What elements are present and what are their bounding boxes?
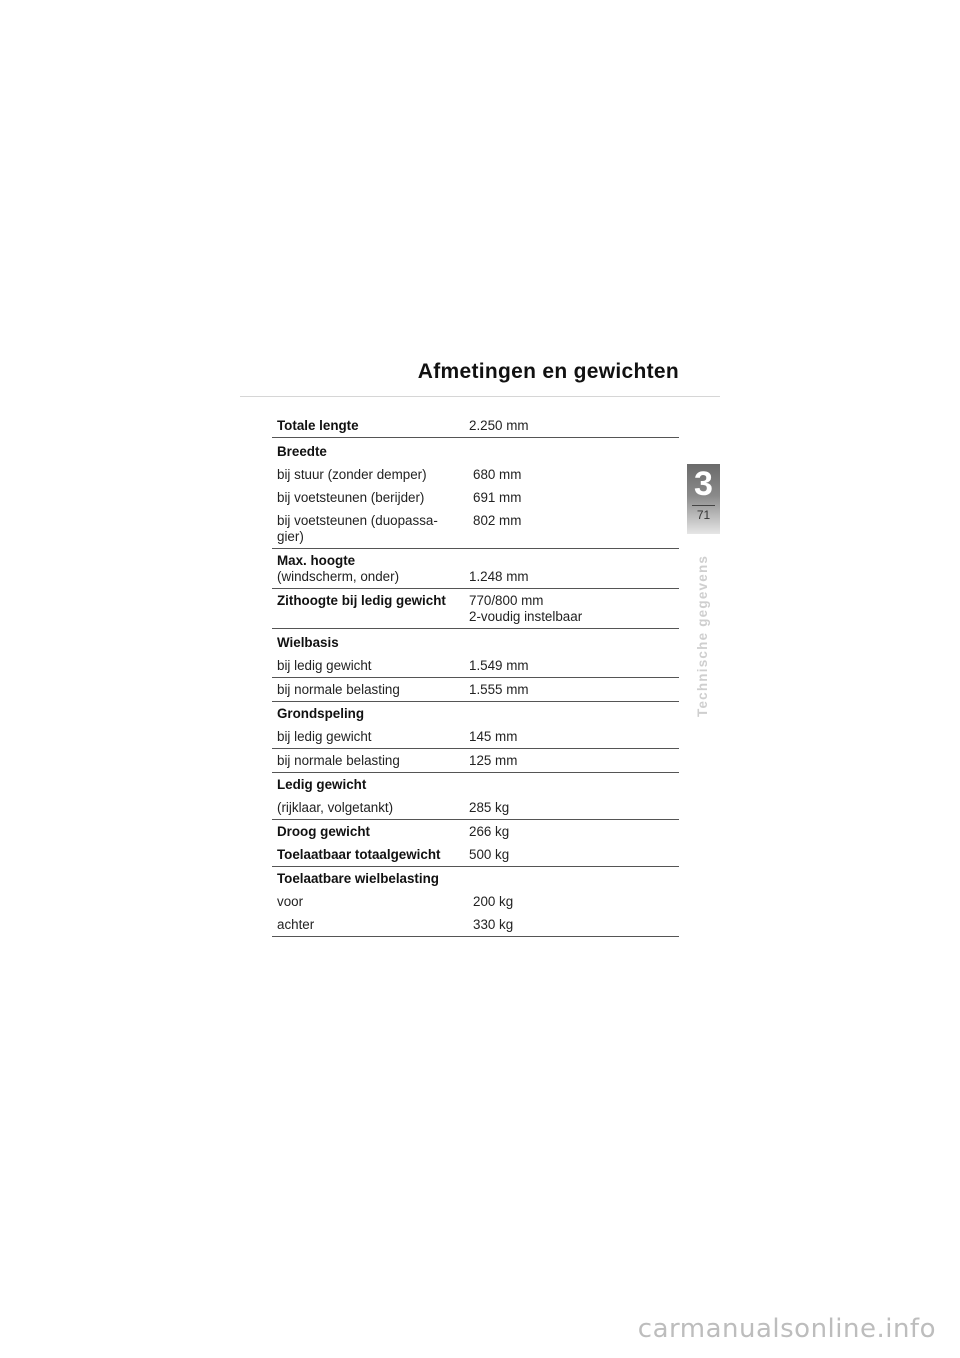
- row-value: [469, 593, 582, 625]
- row-heading: Wielbasis: [277, 635, 339, 650]
- table-row: [272, 629, 679, 654]
- row-heading: Ledig gewicht: [277, 777, 367, 792]
- row-value: 1.549 mm: [469, 658, 529, 673]
- row-label: bij voetsteunen (berijder): [277, 490, 425, 505]
- chapter-tab: [687, 464, 720, 534]
- table-row: [272, 414, 679, 438]
- row-value-line: 2-voudig instelbaar: [469, 609, 583, 624]
- row-label: bij ledig gewicht: [277, 729, 372, 744]
- row-value: 500 kg: [469, 847, 510, 862]
- row-label: voor: [277, 894, 304, 909]
- row-value: 802 mm: [473, 513, 522, 528]
- chapter-number: 3: [694, 465, 713, 503]
- table-row: [272, 725, 679, 749]
- row-value: 285 kg: [469, 800, 510, 815]
- table-row: [272, 867, 679, 890]
- row-value: 125 mm: [469, 753, 518, 768]
- row-heading: Grondspeling: [277, 706, 365, 721]
- table-row: [272, 702, 679, 725]
- row-label: bij ledig gewicht: [277, 658, 372, 673]
- row-label: achter: [277, 917, 315, 932]
- table-row: [272, 913, 679, 937]
- table-row: [272, 773, 679, 796]
- row-label: [277, 513, 469, 545]
- row-label-line: bij voetsteunen (duopassa-: [277, 513, 438, 528]
- row-value: 2.250 mm: [469, 418, 529, 433]
- page-number: 71: [696, 508, 711, 522]
- row-value: 266 kg: [469, 824, 510, 839]
- table-row: [272, 438, 679, 463]
- row-heading: Max. hoogte: [277, 553, 356, 568]
- table-row: [272, 820, 679, 843]
- row-label: bij normale belasting: [277, 753, 400, 768]
- table-row: [272, 589, 679, 629]
- row-value: 691 mm: [473, 490, 522, 505]
- page-title: Afmetingen en gewichten: [417, 360, 679, 383]
- row-label: [277, 553, 469, 585]
- row-value: 330 kg: [473, 917, 514, 932]
- table-row: [272, 678, 679, 702]
- table-row: [272, 796, 679, 820]
- table-row: [272, 486, 679, 509]
- section-side-label: Technische gegevens: [695, 554, 710, 717]
- row-label: Totale lengte: [277, 418, 359, 433]
- row-heading: Breedte: [277, 444, 327, 459]
- table-row: [272, 890, 679, 913]
- title-divider: [240, 396, 720, 397]
- specifications-table: [272, 414, 679, 937]
- table-row: [272, 749, 679, 773]
- table-row: [272, 463, 679, 486]
- row-label-line: gier): [277, 529, 304, 544]
- row-label: Zithoogte bij ledig gewicht: [277, 593, 446, 608]
- row-value: 1.248 mm: [469, 569, 529, 584]
- row-label: bij normale belasting: [277, 682, 400, 697]
- row-value: 200 kg: [473, 894, 514, 909]
- row-value: 1.555 mm: [469, 682, 529, 697]
- row-heading: Toelaatbare wielbelasting: [277, 871, 439, 886]
- row-label-sub: (windscherm, onder): [277, 569, 400, 584]
- row-label: bij stuur (zonder demper): [277, 467, 427, 482]
- row-label: Toelaatbaar totaalgewicht: [277, 847, 441, 862]
- table-row: [272, 509, 679, 549]
- table-row: [272, 843, 679, 867]
- table-row: [272, 549, 679, 589]
- row-label: (rijklaar, volgetankt): [277, 800, 394, 815]
- row-label: Droog gewicht: [277, 824, 370, 839]
- row-value-line: 770/800 mm: [469, 593, 544, 608]
- table-row: [272, 654, 679, 678]
- row-value: 145 mm: [469, 729, 518, 744]
- watermark: carmanualsonline.info: [637, 1314, 936, 1344]
- chapter-divider: [692, 505, 715, 506]
- row-value: 680 mm: [473, 467, 522, 482]
